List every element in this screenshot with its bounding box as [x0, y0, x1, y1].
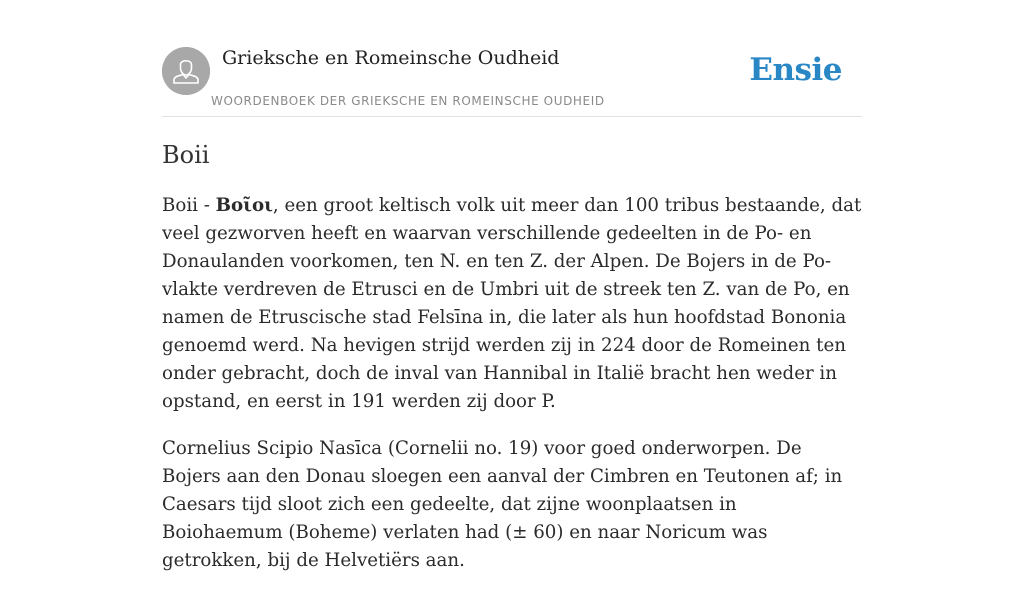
entry-paragraph-2: Cornelius Scipio Nasīca (Cornelii no. 19) voor goed onderworpen. De Bojers aan den Donau sloegen een aanval der Cimbren en Teutonen af; in Caesars tijd sloot zich een gedeelte, dat zijne woonplaatsen in Boiohaemum (Boheme) verlaten had (± 60) en naar Noricum was getrokken, bij de Helvetiërs aan. — [162, 438, 843, 571]
dictionary-header — [162, 46, 862, 117]
greek-headword: Βοῖοι — [215, 195, 273, 216]
ensie-logo[interactable]: Ensie — [749, 52, 842, 88]
entry-title: Boii — [162, 141, 210, 169]
dictionary-subtitle: WOORDENBOEK DER GRIEKSCHE EN ROMEINSCHE OUDHEID — [211, 94, 605, 108]
user-avatar-icon[interactable] — [162, 47, 210, 95]
entry-headword: Boii - — [162, 195, 216, 216]
dictionary-title-link[interactable]: Grieksche en Romeinsche Oudheid — [222, 47, 560, 69]
entry-paragraph-1 — [162, 192, 862, 416]
entry-body — [162, 192, 862, 594]
entry-definition-text: , een groot keltisch volk uit meer dan 100 tribus bestaande, dat veel gezworven heeft en waarvan verschillende gedeelten in de Po- en Donaulanden voorkomen, ten N. en ten Z. der Alpen. De Bojers in de Po-vlakte verdreven de Etrusci en de Umbri uit de streek ten Z. van de Po, en namen de Etruscische stad Felsīna in, die later als hun hoofdstad Bononia genoemd werd. Na hevigen strijd werden zij in 224 door de Romeinen ten onder gebracht, doch de inval van Hannibal in Italië bracht hen weder in opstand, en eerst in 191 werden zij door P. — [162, 195, 862, 412]
